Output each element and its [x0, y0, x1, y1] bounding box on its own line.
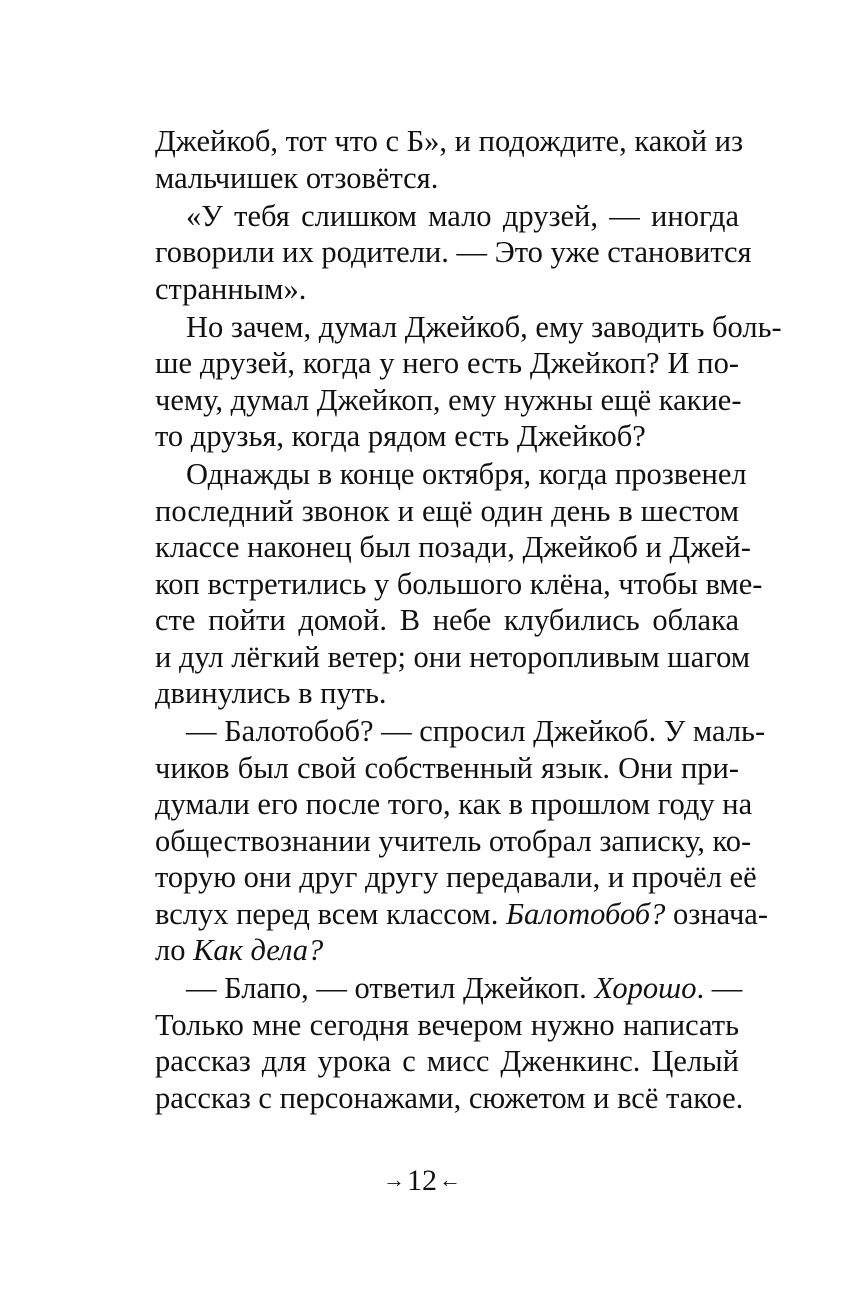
text-segment: классе наконец был позади, Джейкоб и Джей- — [155, 530, 751, 564]
text-segment: и дул лёгкий ветер; они неторопливым шагом — [155, 639, 751, 674]
text-segment: «У тебя слишком мало друзей, — иногда — [186, 198, 739, 233]
text-line — [155, 566, 763, 603]
text-segment: двинулись в путь. — [155, 676, 387, 710]
text-segment: вслух перед всем классом. — [155, 896, 506, 931]
text-segment: думали его после того, как в прошлом году на — [155, 787, 753, 821]
text-line — [155, 493, 739, 530]
text-line — [155, 418, 739, 455]
text-line — [155, 271, 739, 308]
text-line — [155, 932, 739, 969]
text-segment: Только мне сегодня вечером нужно написать — [155, 1007, 739, 1042]
page-number-value: 12 — [407, 1164, 437, 1197]
page-number — [0, 1162, 844, 1199]
text-line — [155, 602, 739, 639]
text-segment: обществознании учитель отобрал записку, ко- — [155, 823, 752, 858]
body-text — [155, 123, 782, 1116]
text-segment: Но зачем, думал Джейкоб, ему заводить боль- — [186, 309, 782, 344]
text-line — [155, 160, 739, 197]
text-line — [155, 896, 768, 933]
text-segment: сте пойти домой. В небе клубились облака — [155, 603, 739, 637]
text-segment: — Блапо, — ответил Джейкоп. — [186, 971, 595, 1005]
text-segment: то друзья, когда рядом есть Джейкоб? — [155, 419, 646, 453]
text-line — [155, 713, 766, 750]
italic-segment: Как дела? — [193, 933, 324, 967]
arrow-left-icon: ← — [439, 1167, 461, 1192]
text-segment: последний звонок и ещё один день в шестом — [155, 493, 739, 528]
text-segment: Джейкоб, тот что с Б», и подождите, какой из — [155, 124, 744, 158]
text-segment: ше друзей, когда у него есть Джейкоп? И по- — [155, 346, 739, 380]
text-segment: чиков был свой собственный язык. Они при- — [155, 750, 739, 785]
text-line — [155, 1080, 744, 1117]
text-line — [155, 234, 752, 271]
text-segment: означа- — [665, 896, 768, 931]
text-line — [155, 456, 747, 493]
text-line — [155, 382, 742, 419]
text-segment: Однажды в конце октября, когда прозвенел — [186, 457, 747, 491]
text-line — [155, 123, 744, 160]
text-line — [155, 345, 739, 382]
text-line — [155, 309, 782, 346]
text-segment: чему, думал Джейкоп, ему нужны ещё какие- — [155, 382, 742, 417]
text-line — [155, 859, 757, 896]
text-segment: рассказ с персонажами, сюжетом и всё такое. — [155, 1080, 744, 1115]
text-segment: странным». — [155, 271, 307, 306]
text-segment: ло — [155, 933, 194, 967]
arrow-right-icon: → — [383, 1167, 405, 1192]
text-line — [155, 823, 752, 860]
text-segment: рассказ для урока с мисс Дженкинс. Целый — [155, 1044, 739, 1078]
text-segment: коп встретились у большого клёна, чтобы вме- — [155, 566, 763, 601]
text-line — [155, 750, 739, 787]
text-segment: говорили их родители. — Это уже становится — [155, 235, 752, 269]
italic-segment: Хорошо — [594, 971, 697, 1005]
text-segment: торую они друг другу передавали, и прочёл её — [155, 860, 757, 894]
text-line — [155, 970, 743, 1007]
text-line — [155, 786, 753, 823]
text-line — [155, 1007, 739, 1044]
text-segment: мальчишек отзовётся. — [155, 160, 439, 195]
text-segment: — Балотобоб? — спросил Джейкоб. У маль- — [186, 714, 766, 748]
italic-segment: Балотобоб? — [505, 896, 666, 931]
text-line — [155, 675, 739, 712]
text-segment: . — — [696, 971, 743, 1005]
text-line — [155, 198, 739, 235]
text-line — [155, 529, 751, 566]
text-line — [155, 1043, 739, 1080]
text-line — [155, 639, 751, 676]
